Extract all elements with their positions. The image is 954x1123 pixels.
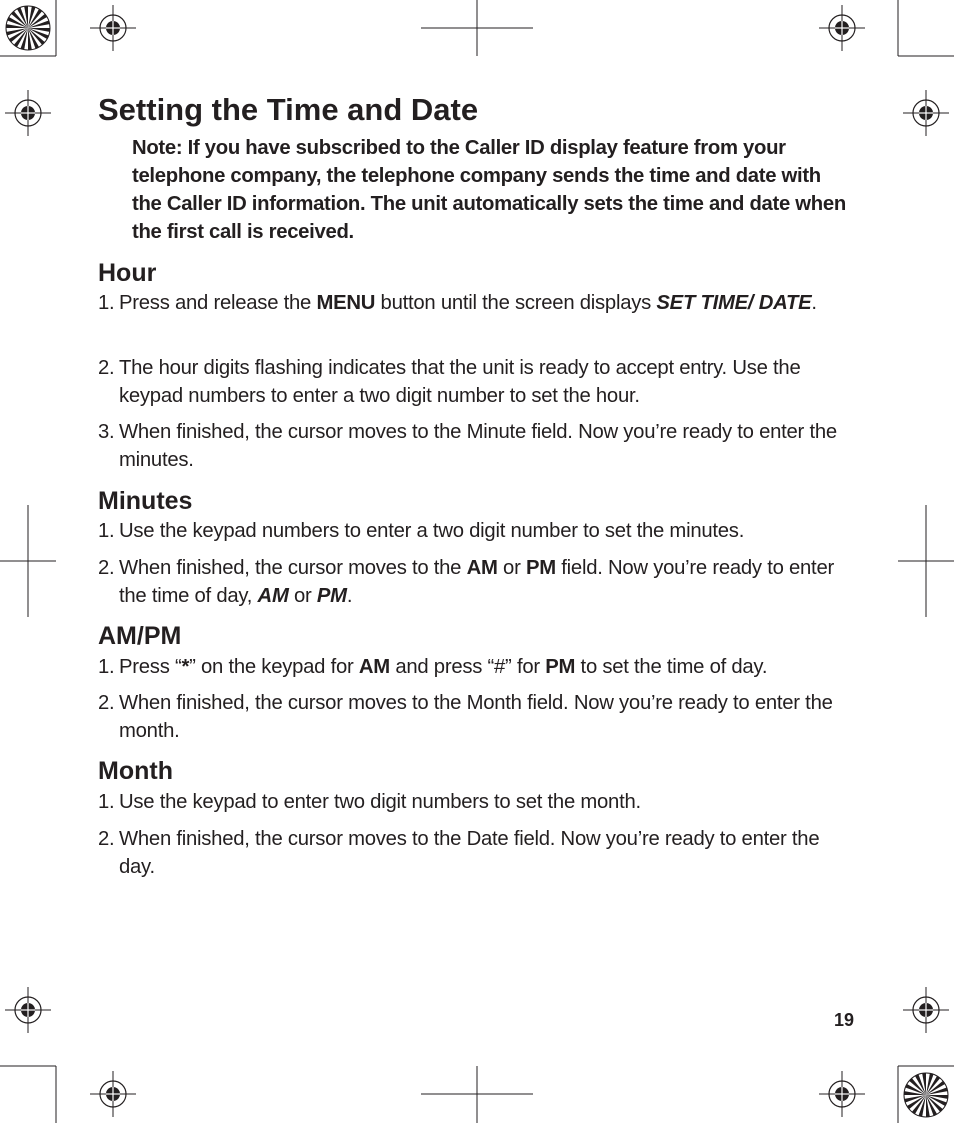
step-number: 3. <box>98 421 115 443</box>
list-item <box>98 517 858 545</box>
section-heading-month: Month <box>98 757 173 785</box>
step-text: When finished, the cursor moves to the AM or PM field. Now you’re ready to enter the time of day, AM or PM. <box>119 557 834 607</box>
step-number: 2. <box>98 692 115 714</box>
step-text: Use the keypad numbers to enter a two digit number to set the minutes. <box>119 520 745 542</box>
step-text: When finished, the cursor moves to the Minute field. Now you’re ready to enter the minutes. <box>119 421 837 471</box>
step-number: 1. <box>98 520 115 542</box>
list-item <box>98 418 858 474</box>
step-text: When finished, the cursor moves to the Month field. Now you’re ready to enter the month. <box>119 692 833 742</box>
step-number: 2. <box>98 357 115 379</box>
step-text: When finished, the cursor moves to the Date field. Now you’re ready to enter the day. <box>119 828 820 878</box>
step-text: Press and release the MENU button until the screen displays SET TIME/ DATE. <box>119 292 817 314</box>
section-heading-hour: Hour <box>98 259 157 287</box>
screen-display-text: SET TIME/ DATE <box>656 292 812 314</box>
list-item <box>98 354 858 410</box>
list-item <box>98 653 858 681</box>
step-number: 1. <box>98 292 115 314</box>
list-item <box>98 554 858 610</box>
page-number: 19 <box>834 1010 855 1030</box>
section-heading-minutes: Minutes <box>98 487 193 515</box>
step-text: Press “*” on the keypad for AM and press “#” for PM to set the time of day. <box>119 656 768 678</box>
starburst-target-icon <box>6 6 50 50</box>
step-number: 2. <box>98 557 115 579</box>
caller-id-note: Note: If you have subscribed to the Caller ID display feature from your telephone company, the telephone company sends the time and date with the Caller ID information. The unit automatically sets the time and date when the first call is received. <box>132 137 846 243</box>
step-number: 1. <box>98 791 115 813</box>
step-text: Use the keypad to enter two digit numbers to set the month. <box>119 791 641 813</box>
list-item <box>98 825 858 881</box>
menu-button-label: MENU <box>316 292 376 314</box>
starburst-target-icon <box>904 1073 948 1117</box>
list-item <box>98 689 858 745</box>
step-text: The hour digits flashing indicates that the unit is ready to accept entry. Use the keypad numbers to enter a two digit number to set the hour. <box>119 357 801 407</box>
section-heading-ampm: AM/PM <box>98 622 182 650</box>
step-number: 1. <box>98 656 115 678</box>
list-item <box>98 289 858 317</box>
page-title: Setting the Time and Date <box>98 92 479 127</box>
list-item <box>98 788 858 816</box>
step-number: 2. <box>98 828 115 850</box>
